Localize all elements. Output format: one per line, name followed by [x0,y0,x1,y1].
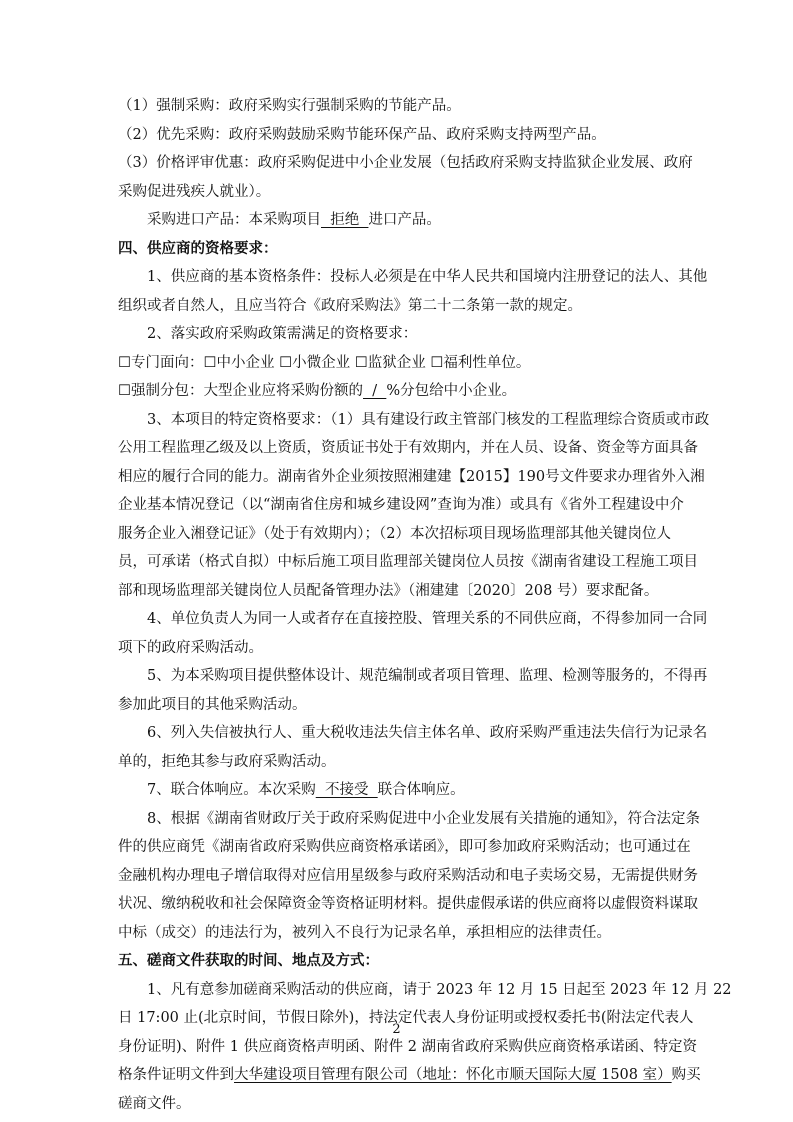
document-body [118,92,732,1118]
q3-line-4: 企业基本情况登记（以“湖南省住房和城乡建设网”查询为准）或具有《省外工程建设中介 [118,497,684,513]
paragraph-priority-purchase: （2）优先采购：政府采购鼓励采购节能环保产品、政府采购支持两型产品。 [118,126,606,143]
q2-subcontract [118,377,683,406]
consortium-value: 不接受 [315,782,378,798]
q8-line-2: 件的供应商凭《湖南省政府采购供应商资格承诺函》，即可参加政府采购活动；也可通过在 [118,839,691,855]
q3-line-3: 相应的履行合同的能力。湖南省外企业须按照湘建建【2015】190号文件要求办理省外入湘 [118,468,705,485]
q3-line-1: 3、本项目的特定资格要求：（1）具有建设行政主管部门核发的工程监理综合资质或市政 [147,411,710,428]
q8-line-4: 状况、缴纳税收和社会保障资金等资格证明材料。提供虚假承诺的供应商将以虚假资料谋取 [118,896,698,912]
r1-line-5: 磋商文件。 [118,1095,191,1112]
paragraph-mandatory-purchase: （1）强制采购：政府采购实行强制采购的节能产品。 [118,98,461,114]
q8-line-5: 中标（成交）的违法行为，被列入不良行为记录名单，承担相应的法律责任。 [118,924,611,941]
q5-line-2: 参加此项目的其他采购活动。 [118,696,307,713]
r1-line-2: 日 17:00 止(北京时间，节假日除外)，持法定代表人身份证明或授权委托书(附法定代表人 [118,1010,694,1026]
q2-line: 2、落实政府采购政策需满足的资格要求： [147,326,418,342]
q3-line-7: 部和现场监理部关键岗位人员配备管理办法》（湘建建〔2020〕208 号）要求配备。 [118,582,659,599]
q1-line-1: 1、供应商的基本资格条件：投标人必须是在中华人民共和国境内注册登记的法人、其他 [147,269,708,285]
q3-line-2: 公用工程监理乙级及以上资质，资质证书处于有效期内，并在人员、设备、资金等方面具备 [118,440,698,456]
q6-line-1: 6、列入失信被执行人、重大税收违法失信主体名单、政府采购严重违法失信行为记录名 [147,725,708,741]
r1-line-4-pre: 格条件证明文件到 [118,1067,234,1083]
paragraph-price-preference-1: （3）价格评审优惠：政府采购促进中小企业发展（包括政府采购支持监狱企业发展、政府 [118,155,693,171]
q3-line-6: 员，可承诺（格式自拟）中标后施工项目监理部关键岗位人员按《湖南省建设工程施工项目 [118,554,698,570]
subcontract-post: %分包给中小企业。 [386,383,517,399]
r1-line-1: 1、凡有意参加磋商采购活动的供应商，请于 2023 年 12 月 15 日起至 2023 年 12 月 22 [147,981,732,998]
q4-line-2: 项下的政府采购活动。 [118,639,263,656]
subcontract-value: / [363,383,387,399]
consortium-pre: 7、联合体响应。本次采购 [147,782,316,798]
paragraph-import-products [118,206,683,235]
r1-line-3: 身份证明)、附件 1 供应商资格声明函、附件 2 湖南省政府采购供应商资格承诺函、特定资 [118,1038,698,1055]
page-number: 2 [392,1022,401,1037]
section-heading-document-acquisition: 五、磋商文件获取的时间、地点及方式： [118,953,379,969]
q2-options: ☐专门面向：☐中小企业 ☐小微企业 ☐监狱企业 ☐福利性单位。 [118,354,531,371]
import-text-pre: 采购进口产品：本采购项目 [147,212,321,228]
r1-line-4-post: 购买 [671,1067,701,1083]
q4-line-1: 4、单位负责人为同一人或者存在直接控股、管理关系的不同供应商，不得参加同一合同 [147,611,708,627]
r1-line-4 [118,1061,701,1090]
import-value: 拒绝 [321,212,369,228]
subcontract-pre: ☐强制分包：大型企业应将采购份额的 [118,383,363,399]
q8-line-1: 8、根据《湖南省财政厅关于政府采购促进中小企业发展有关措施的通知》，符合法定条 [147,810,700,827]
agency-name-address: 大华建设项目管理有限公司（地址：怀化市顺天国际大厦 1508 室） [234,1067,672,1083]
q6-line-2: 单的，拒绝其参与政府采购活动。 [118,753,336,770]
section-heading-qualifications: 四、供应商的资格要求： [118,240,278,257]
consortium-post: 联合体响应。 [377,782,465,798]
import-text-post: 进口产品。 [368,212,441,228]
q3-line-5: 服务企业入湘登记证》（处于有效期内）；（2）本次招标项目现场监理部其他关键岗位人 [118,525,671,542]
q8-line-3: 金融机构办理电子增信取得对应信用星级参与政府采购活动和电子卖场交易，无需提供财务 [118,867,698,884]
q1-line-2: 组织或者自然人，且应当符合《政府采购法》第二十二条第一款的规定。 [118,297,582,314]
q5-line-1: 5、为本采购项目提供整体设计、规范编制或者项目管理、监理、检测等服务的，不得再 [147,668,708,684]
paragraph-price-preference-2: 采购促进残疾人就业）。 [118,183,271,200]
q7-line [118,776,683,805]
